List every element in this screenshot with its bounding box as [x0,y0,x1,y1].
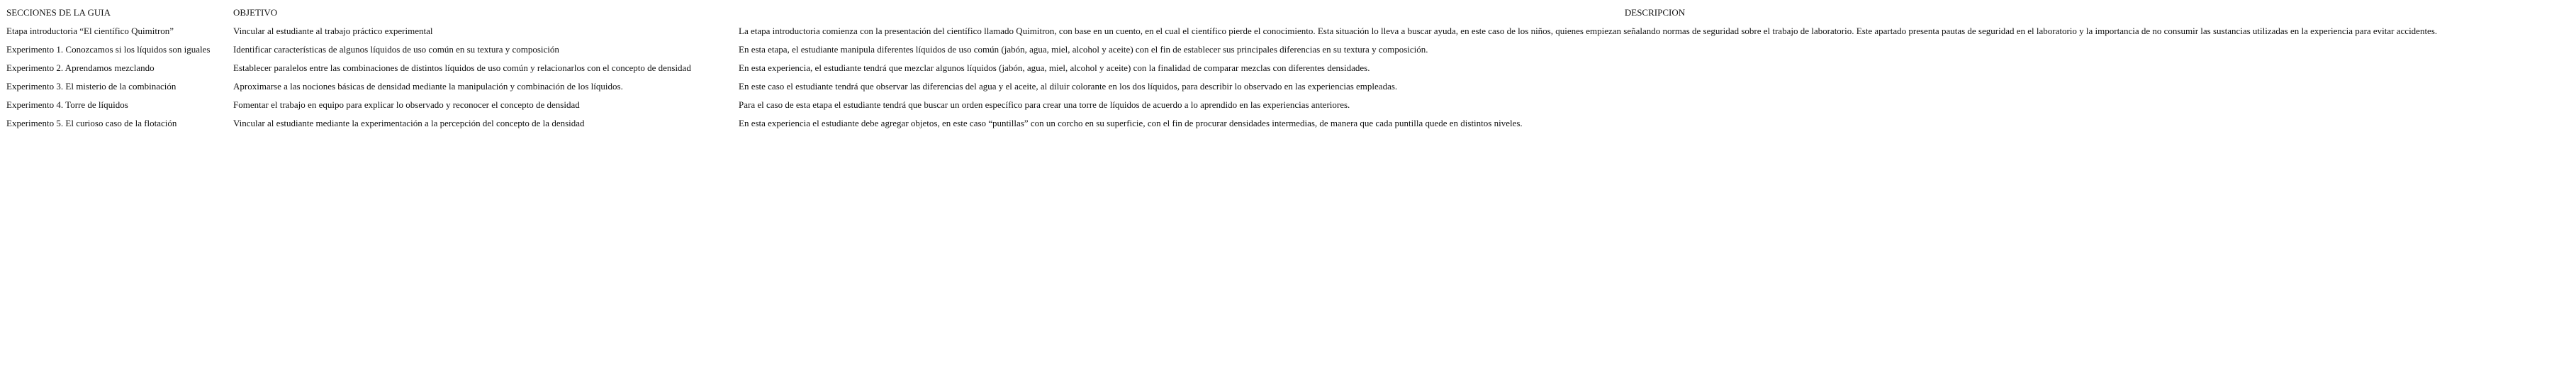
header-description: DESCRIPCION [1624,7,1686,18]
guide-sections-table [4,4,2573,133]
description-cell: En esta etapa, el estudiante manipula diferentes líquidos de uso común (jabón, agua, miel, alcohol y aceite) con el fin de establecer sus principales diferencias en su textura y composición. [739,44,1428,55]
table-row [4,60,2573,78]
description-cell: En esta experiencia, el estudiante tendrá que mezclar algunos líquidos (jabón, agua, miel, alcohol y aceite) con la finalidad de comparar mezclas con diferentes densidades. [739,62,1370,73]
description-cell: Para el caso de esta etapa el estudiante tendrá que buscar un orden específico para crear una torre de líquidos de acuerdo a lo aprendido en las experiencias anteriores. [739,99,1350,110]
header-sections: SECCIONES DE LA GUIA [6,7,111,18]
description-cell: La etapa introductoria comienza con la presentación del científico llamado Quimitron, con base en un cuento, en el cual el científico pierde el conocimiento. Esta situación lo lleva a buscar ayuda, en este caso de los niños, quienes empiezan señalando normas de seguridad sobre el trabajo de laboratorio. Este apartado presenta pautas de seguridad en el laboratorio y la importancia de no consumir las sustancias utilizadas en la experiencia para evitar accidentes. [739,26,2438,36]
objective-cell: Identificar características de algunos líquidos de uso común en su textura y composición [233,44,559,55]
table-row [4,97,2573,115]
section-cell: Experimento 5. El curioso caso de la flotación [6,118,177,128]
objective-cell: Aproximarse a las nociones básicas de densidad mediante la manipulación y combinación de los líquidos. [233,81,623,92]
section-cell: Experimento 1. Conozcamos si los líquidos son iguales [6,44,211,55]
section-cell: Experimento 3. El misterio de la combinación [6,81,177,92]
table-row [4,41,2573,60]
objective-cell: Vincular al estudiante mediante la experimentación a la percepción del concepto de la densidad [233,118,585,128]
table-header-row [4,4,2573,23]
section-cell: Experimento 2. Aprendamos mezclando [6,62,155,73]
table-row [4,78,2573,97]
section-cell: Etapa introductoria “El científico Quimitron” [6,26,174,36]
objective-cell: Establecer paralelos entre las combinaciones de distintos líquidos de uso común y relacionarlos con el concepto de densidad [233,62,691,73]
objective-cell: Vincular al estudiante al trabajo práctico experimental [233,26,433,36]
header-objective: OBJETIVO [233,7,278,18]
table-row [4,115,2573,133]
section-cell: Experimento 4. Torre de líquidos [6,99,128,110]
description-cell: En esta experiencia el estudiante debe agregar objetos, en este caso “puntillas” con un corcho en su superficie, con el fin de procurar densidades intermedias, de manera que cada puntilla quede en distintos niveles. [739,118,1523,128]
table-row [4,23,2573,41]
description-cell: En este caso el estudiante tendrá que observar las diferencias del agua y el aceite, al diluir colorante en los dos líquidos, para describir lo observado en las experiencias empleadas. [739,81,1398,92]
objective-cell: Fomentar el trabajo en equipo para explicar lo observado y reconocer el concepto de densidad [233,99,580,110]
